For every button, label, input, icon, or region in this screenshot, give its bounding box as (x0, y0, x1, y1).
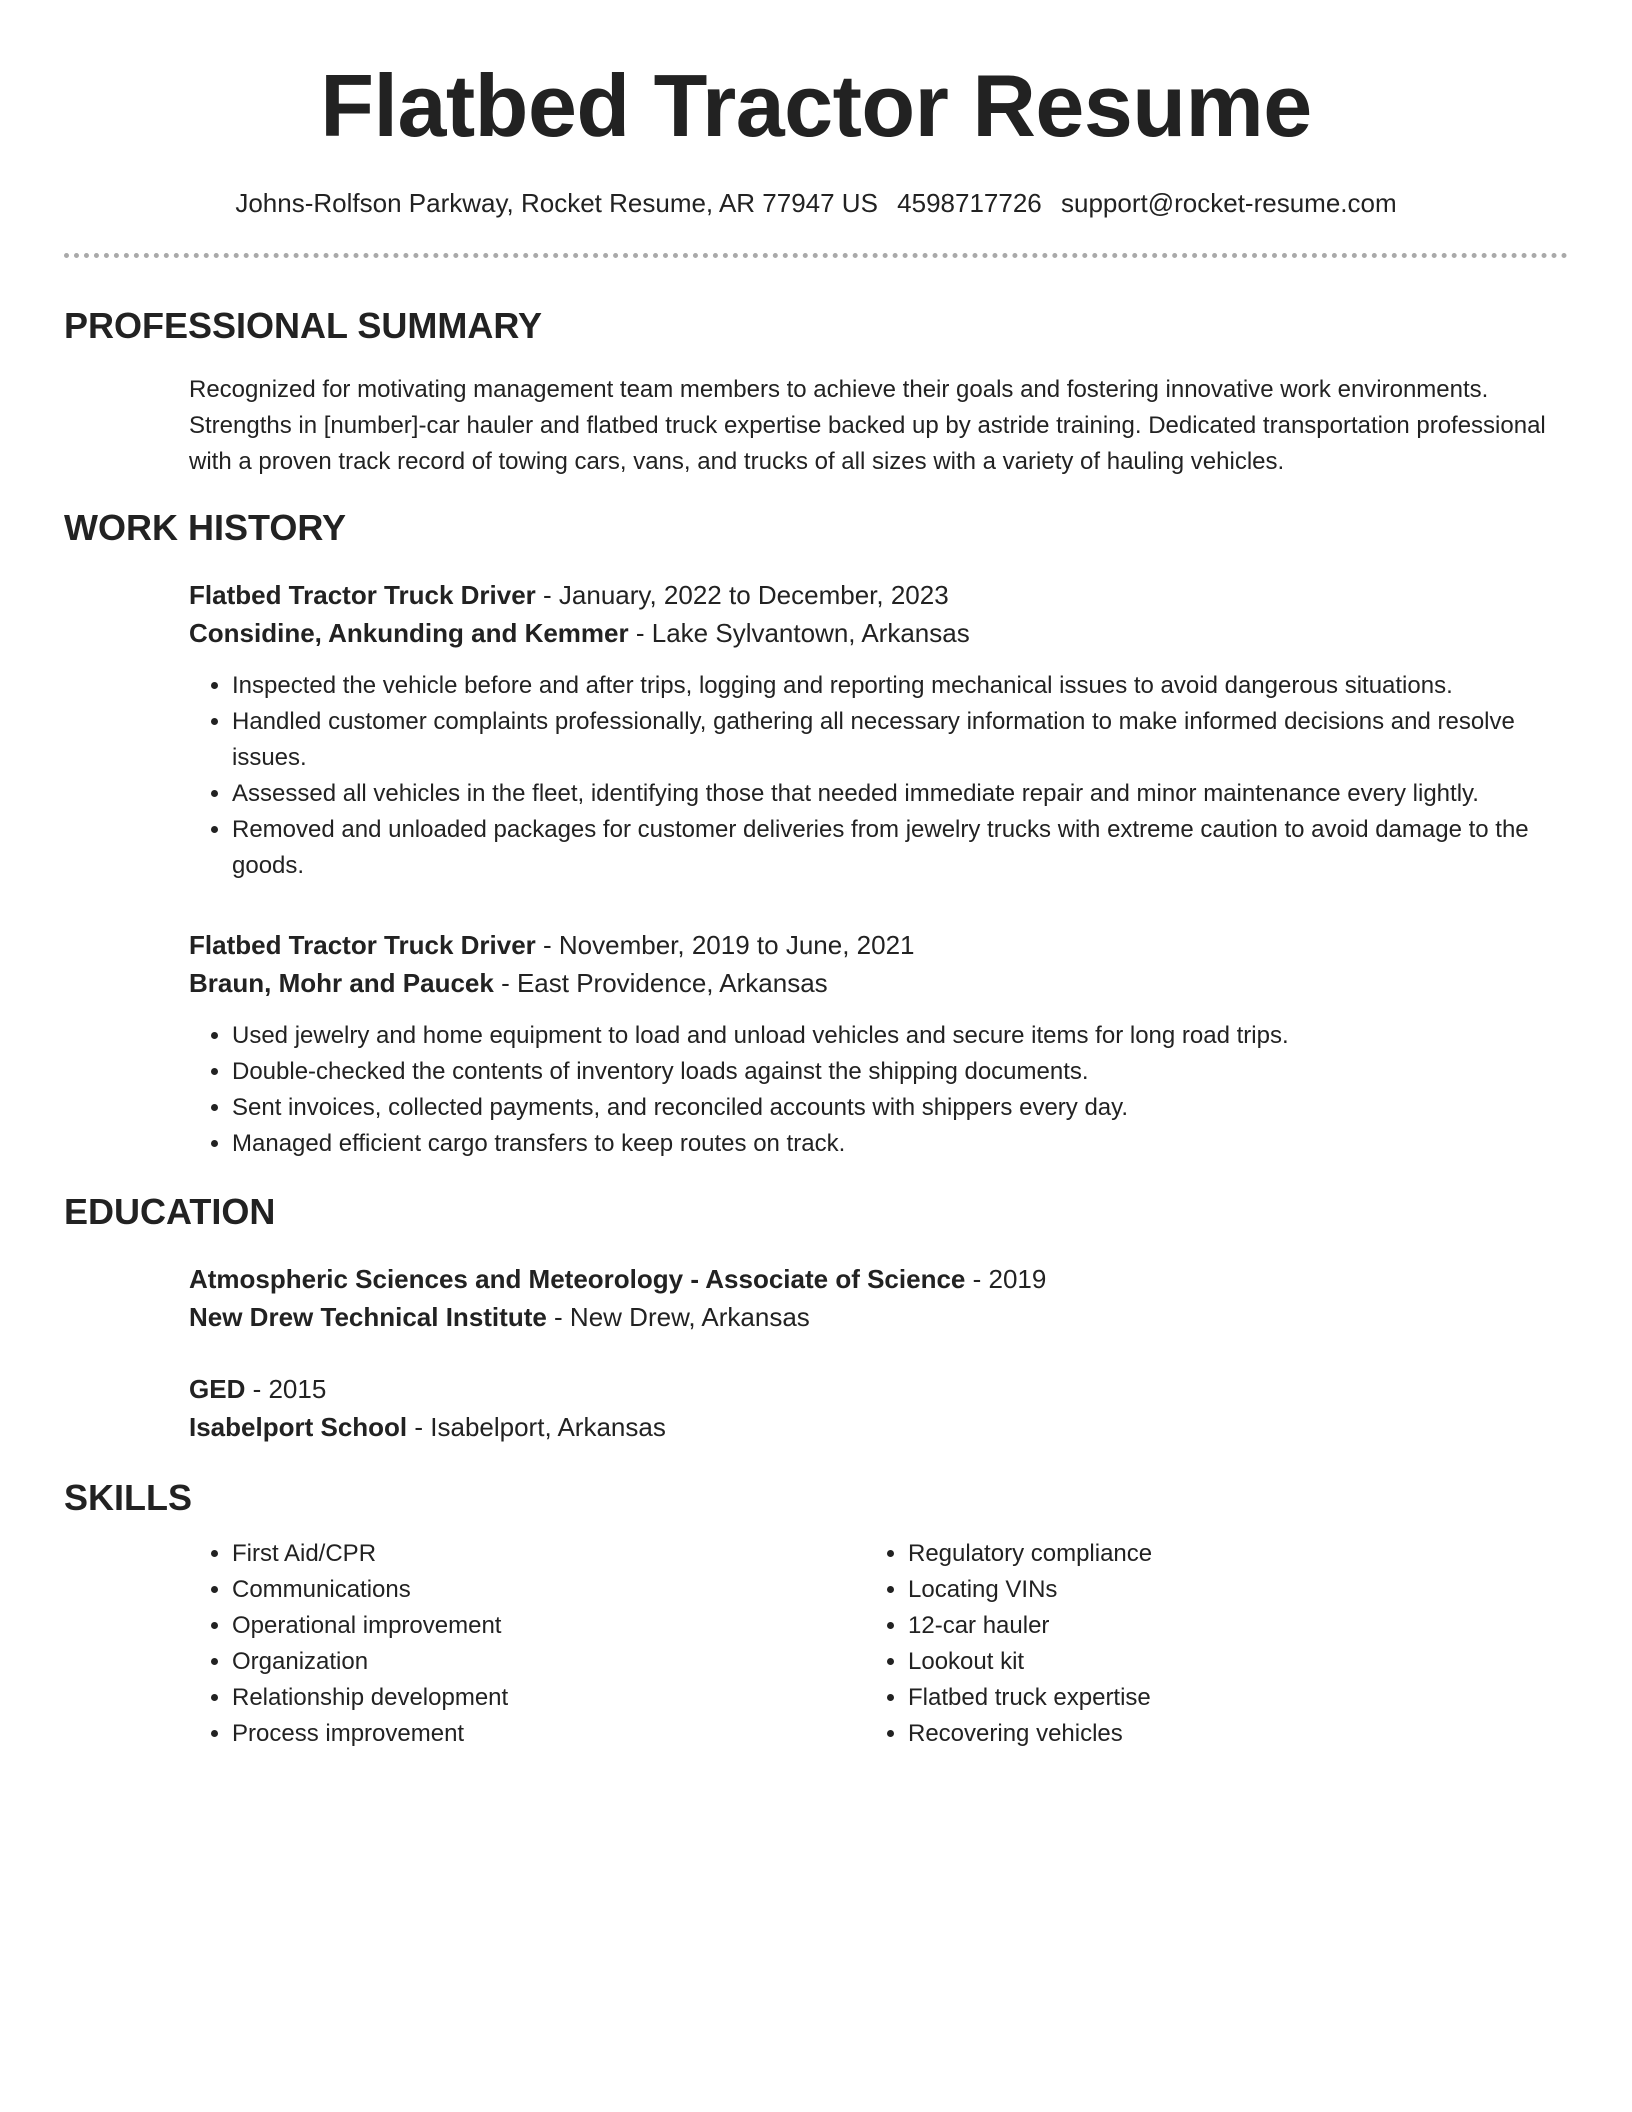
degree-year: - 2015 (245, 1374, 327, 1404)
job-entry (189, 926, 1568, 1162)
job-bullet: • Used jewelry and home equipment to load and unload vehicles and secure items for long road trips. (232, 1018, 1568, 1054)
degree: GED (189, 1374, 246, 1404)
job-location: - Lake Sylvantown, Arkansas (628, 618, 970, 648)
skill-item: • Communications (232, 1572, 865, 1608)
work-history-heading: WORK HISTORY (64, 507, 347, 548)
skills-grid (189, 1536, 1568, 1752)
school-location: - New Drew, Arkansas (546, 1302, 810, 1332)
job-bullet: • Sent invoices, collected payments, and reconciled accounts with shippers every day. (232, 1090, 1568, 1126)
contact-address: Johns-Rolfson Parkway, Rocket Resume, AR 77947 US (235, 188, 878, 218)
education-list (64, 1260, 1568, 1446)
skill-item: • Flatbed truck expertise (908, 1680, 1541, 1716)
job-entry (189, 576, 1568, 884)
skills-column-left (189, 1536, 865, 1752)
school: New Drew Technical Institute (189, 1302, 547, 1332)
education-entry (189, 1370, 1568, 1446)
job-bullets (189, 1018, 1568, 1162)
skill-item: • First Aid/CPR (232, 1536, 865, 1572)
header-divider (64, 253, 1568, 258)
skill-item: • 12-car hauler (908, 1608, 1541, 1644)
degree: Atmospheric Sciences and Meteorology - Associate of Science (189, 1264, 966, 1294)
job-company-line (189, 964, 1568, 1002)
skill-item: • Regulatory compliance (908, 1536, 1541, 1572)
skill-item: • Lookout kit (908, 1644, 1541, 1680)
skill-item: • Process improvement (232, 1716, 865, 1752)
job-bullet: • Double-checked the contents of inventory loads against the shipping documents. (232, 1054, 1568, 1090)
job-title: Flatbed Tractor Truck Driver (189, 930, 536, 960)
job-bullets (189, 668, 1568, 884)
skill-item: • Operational improvement (232, 1608, 865, 1644)
skills-list (865, 1536, 1541, 1752)
school-location: - Isabelport, Arkansas (407, 1412, 666, 1442)
job-dates: - November, 2019 to June, 2021 (535, 930, 915, 960)
contact-phone: 4598717726 (897, 188, 1042, 218)
job-company-line (189, 614, 1568, 652)
contact-line (64, 186, 1568, 220)
resume-title: Flatbed Tractor Resume (320, 56, 1312, 155)
job-bullet: • Inspected the vehicle before and after trips, logging and reporting mechanical issues to avoid dangerous situations. (232, 668, 1568, 704)
summary-text: Recognized for motivating management team members to achieve their goals and fostering innovative work environments. Strengths in [number]-car hauler and flatbed truck expertise backed up by astride training. Dedicated transportation professional with a proven track record of towing cars, vans, and trucks of all sizes with a variety of hauling vehicles. (189, 376, 1546, 475)
work-history-list (64, 576, 1568, 1162)
skill-item: • Organization (232, 1644, 865, 1680)
job-title: Flatbed Tractor Truck Driver (189, 580, 536, 610)
job-dates: - January, 2022 to December, 2023 (535, 580, 949, 610)
skills-list (189, 1536, 865, 1752)
degree-line (189, 1260, 1568, 1298)
degree-line (189, 1370, 1568, 1408)
summary-heading: PROFESSIONAL SUMMARY (64, 305, 543, 346)
job-bullet: • Removed and unloaded packages for customer deliveries from jewelry trucks with extreme caution to avoid damage to the goods. (232, 812, 1568, 884)
education-heading: EDUCATION (64, 1191, 276, 1232)
job-title-line (189, 576, 1568, 614)
job-bullet: • Assessed all vehicles in the fleet, identifying those that needed immediate repair and minor maintenance every lightly. (232, 776, 1568, 812)
skills-column-right (865, 1536, 1541, 1752)
education-entry (189, 1260, 1568, 1336)
school-line (189, 1408, 1568, 1446)
job-bullet: • Managed efficient cargo transfers to keep routes on track. (232, 1126, 1568, 1162)
school-line (189, 1298, 1568, 1336)
contact-email: support@rocket-resume.com (1061, 188, 1397, 218)
job-company: Braun, Mohr and Paucek (189, 968, 494, 998)
skill-item: • Relationship development (232, 1680, 865, 1716)
school: Isabelport School (189, 1412, 408, 1442)
degree-year: - 2019 (965, 1264, 1047, 1294)
job-company: Considine, Ankunding and Kemmer (189, 618, 629, 648)
skills-heading: SKILLS (64, 1477, 193, 1518)
skill-item: • Locating VINs (908, 1572, 1541, 1608)
job-title-line (189, 926, 1568, 964)
job-bullet: • Handled customer complaints professionally, gathering all necessary information to make informed decisions and resolve issues. (232, 704, 1568, 776)
skill-item: • Recovering vehicles (908, 1716, 1541, 1752)
job-location: - East Providence, Arkansas (493, 968, 828, 998)
